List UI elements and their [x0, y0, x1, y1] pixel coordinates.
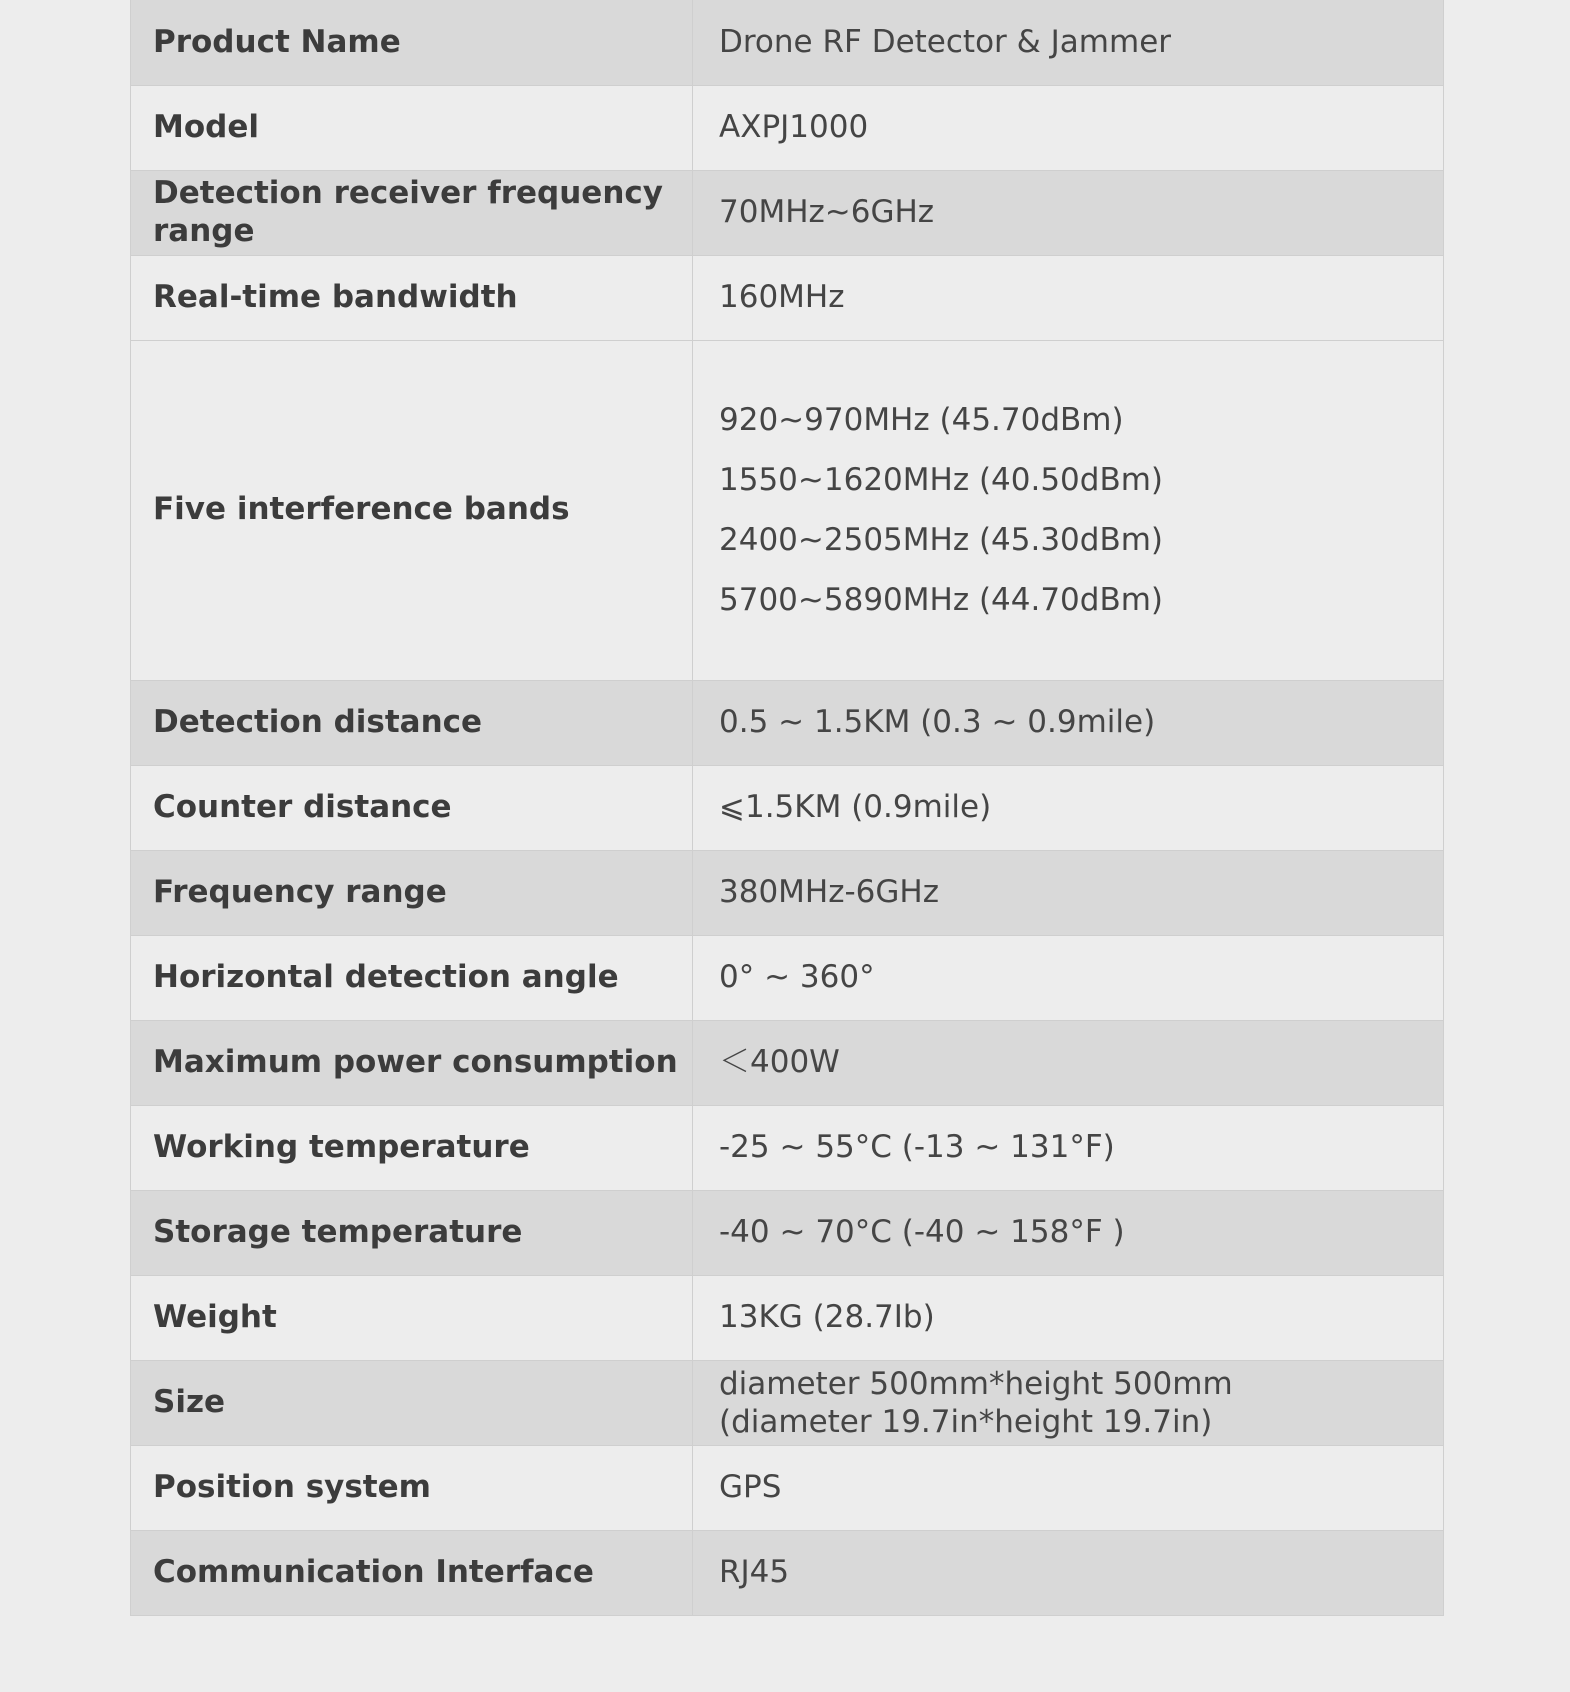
spec-value-list [693, 1360, 1444, 1445]
size-line: diameter 500mm*height 500mm [719, 1365, 1233, 1402]
spec-value: 0° ~ 360° [693, 935, 1444, 1020]
table-row [131, 765, 1444, 850]
size-line: (diameter 19.7in*height 19.7in) [719, 1403, 1213, 1440]
interference-band-line: 920~970MHz (45.70dBm) [719, 402, 1124, 438]
table-row [131, 0, 1444, 85]
spec-label: Communication Interface [131, 1530, 693, 1615]
spec-value: GPS [693, 1445, 1444, 1530]
spec-value: -40 ~ 70°C (-40 ~ 158°F ) [693, 1190, 1444, 1275]
table-row [131, 1360, 1444, 1445]
spec-value: 380MHz-6GHz [693, 850, 1444, 935]
table-row [131, 1020, 1444, 1105]
table-row [131, 1530, 1444, 1615]
table-row [131, 1105, 1444, 1190]
spec-value: ⩽1.5KM (0.9mile) [693, 765, 1444, 850]
spec-value: 70MHz~6GHz [693, 170, 1444, 255]
spec-label: Five interference bands [131, 340, 693, 680]
spec-label: Horizontal detection angle [131, 935, 693, 1020]
spec-label: Product Name [131, 0, 693, 85]
table-row [131, 935, 1444, 1020]
spec-table [130, 0, 1444, 1616]
spec-value: 0.5 ~ 1.5KM (0.3 ~ 0.9mile) [693, 680, 1444, 765]
table-row [131, 1445, 1444, 1530]
interference-band-line: 1550~1620MHz (40.50dBm) [719, 462, 1164, 498]
spec-label: Maximum power consumption [131, 1020, 693, 1105]
spec-label: Position system [131, 1445, 693, 1530]
spec-value: AXPJ1000 [693, 85, 1444, 170]
spec-value: -25 ~ 55°C (-13 ~ 131°F) [693, 1105, 1444, 1190]
spec-label: Storage temperature [131, 1190, 693, 1275]
spec-value-list [693, 340, 1444, 680]
spec-value: 160MHz [693, 255, 1444, 340]
spec-label: Model [131, 85, 693, 170]
table-row [131, 1275, 1444, 1360]
table-row [131, 680, 1444, 765]
table-row [131, 85, 1444, 170]
spec-label: Frequency range [131, 850, 693, 935]
spec-value: RJ45 [693, 1530, 1444, 1615]
spec-label: Working temperature [131, 1105, 693, 1190]
spec-label: Weight [131, 1275, 693, 1360]
interference-band-line: 5700~5890MHz (44.70dBm) [719, 582, 1164, 618]
table-row [131, 255, 1444, 340]
table-row [131, 170, 1444, 255]
spec-label: Counter distance [131, 765, 693, 850]
spec-label: Size [131, 1360, 693, 1445]
spec-label: Detection receiver frequency range [131, 170, 693, 255]
spec-value: ＜400W [693, 1020, 1444, 1105]
spec-label: Real-time bandwidth [131, 255, 693, 340]
spec-value: Drone RF Detector & Jammer [693, 0, 1444, 85]
table-row [131, 340, 1444, 680]
table-row [131, 1190, 1444, 1275]
spec-value: 13KG (28.7Ib) [693, 1275, 1444, 1360]
spec-label: Detection distance [131, 680, 693, 765]
table-row [131, 850, 1444, 935]
interference-band-line: 2400~2505MHz (45.30dBm) [719, 522, 1164, 558]
